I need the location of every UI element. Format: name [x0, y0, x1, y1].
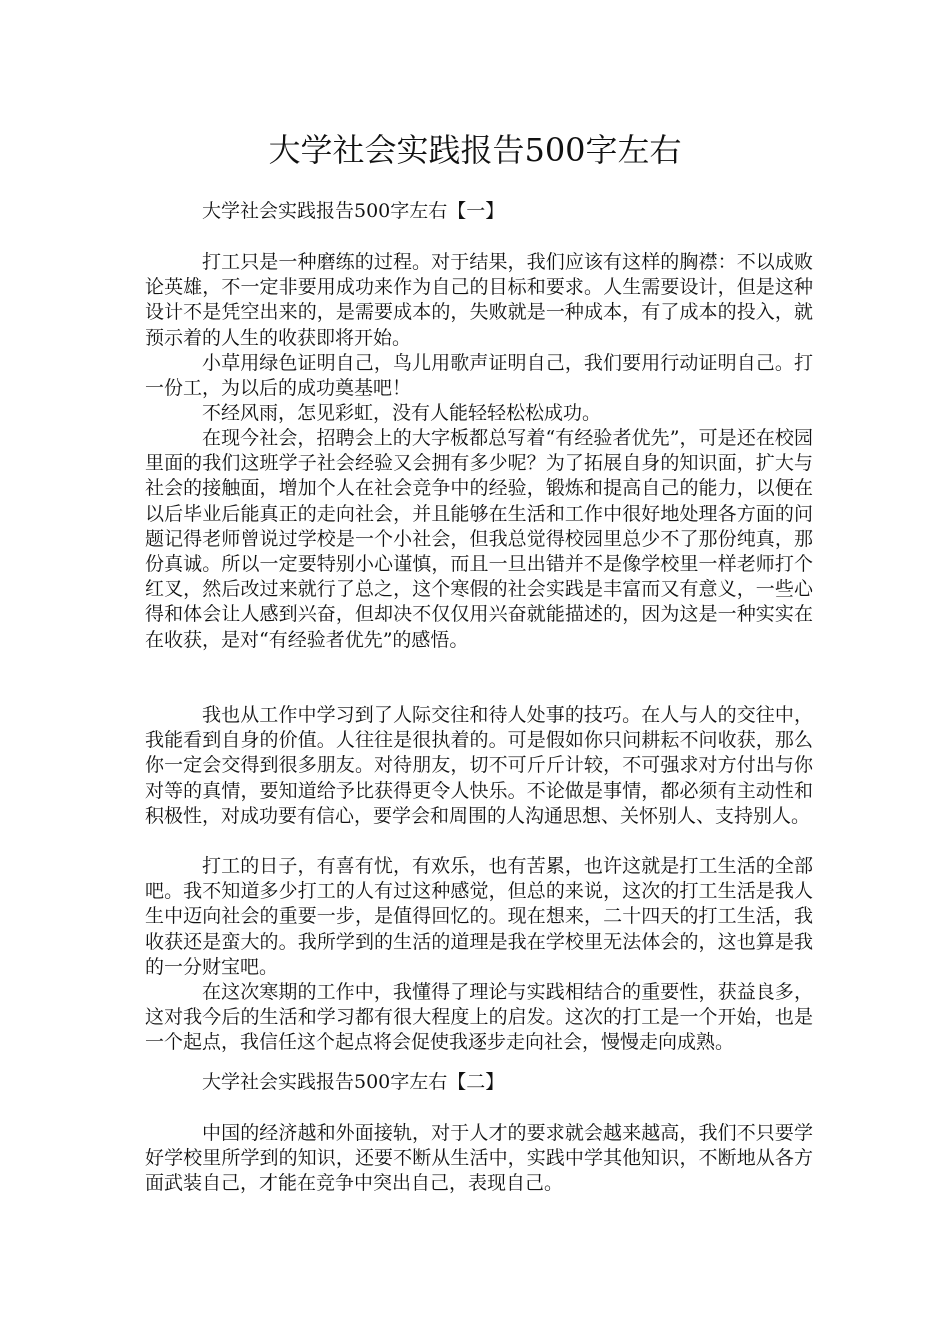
paragraph: 在现今社会，招聘会上的大字板都总写着“有经验者优先”，可是还在校园里面的我们这班学子社会经验又会拥有多少呢？为了拓展自身的知识面，扩大与社会的接触面，增加个人在社会竞争中的经验，锻炼和提高自己的能力，以便在以后毕业后能真正的走向社会，并且能够在生活和工作中很好地处理各方面的问题记得老师曾说过学校是一个小社会，但我总觉得校园里总少不了那份纯真，那份真诚。所以一定要特别小心谨慎，而且一旦出错并不是像学校里一样老师打个红叉，然后改过来就行了总之，这个寒假的社会实践是丰富而又有意义，一些心得和体会让人感到兴奋，但却决不仅仅用兴奋就能描述的，因为这是一种实实在在收获，是对“有经验者优先”的感悟。: [145, 427, 813, 651]
paragraph: 不经风雨，怎见彩虹，没有人能轻轻松松成功。: [202, 402, 602, 424]
paragraph: 中国的经济越和外面接轨，对于人才的要求就会越来越高，我们不只要学好学校里所学到的知识，还要不断从生活中，实践中学其他知识，不断地从各方面武装自己，才能在竞争中突出自己，表现自己。: [145, 1122, 813, 1195]
section-heading-2: 大学社会实践报告500字左右【二】: [202, 1071, 505, 1093]
paragraph: 我也从工作中学习到了人际交往和待人处事的技巧。在人与人的交往中，我能看到自身的价值。人往往是很执着的。可是假如你只问耕耘不问收获，那么你一定会交得到很多朋友。对待朋友，切不可斤斤计较，不可强求对方付出与你对等的真情，要知道给予比获得更令人快乐。不论做是事情，都必须有主动性和积极性，对成功要有信心，要学会和周围的人沟通思想、关怀别人、支持别人。: [145, 704, 813, 827]
section-heading-1: 大学社会实践报告500字左右【一】: [202, 200, 505, 222]
paragraph: 打工只是一种磨练的过程。对于结果，我们应该有这样的胸襟：不以成败论英雄，不一定非要用成功来作为自己的目标和要求。人生需要设计，但是这种设计不是凭空出来的，是需要成本的，失败就是一种成本，有了成本的投入，就预示着的人生的收获即将开始。: [145, 251, 813, 349]
paragraph: 小草用绿色证明自己，鸟儿用歌声证明自己，我们要用行动证明自己。打一份工，为以后的成功奠基吧！: [145, 352, 813, 400]
paragraph: 打工的日子，有喜有忧，有欢乐，也有苦累，也许这就是打工生活的全部吧。我不知道多少打工的人有过这种感觉，但总的来说，这次的打工生活是我人生中迈向社会的重要一步，是值得回忆的。现在想来，二十四天的打工生活，我收获还是蛮大的。我所学到的生活的道理是我在学校里无法体会的，这也算是我的一分财宝吧。: [145, 855, 813, 978]
document-title: 大学社会实践报告500字左右: [268, 131, 682, 169]
paragraph: 在这次寒期的工作中，我懂得了理论与实践相结合的重要性，获益良多，这对我今后的生活和学习都有很大程度上的启发。这次的打工是一个开始，也是一个起点，我信任这个起点将会促使我逐步走向社会，慢慢走向成熟。: [145, 981, 813, 1054]
